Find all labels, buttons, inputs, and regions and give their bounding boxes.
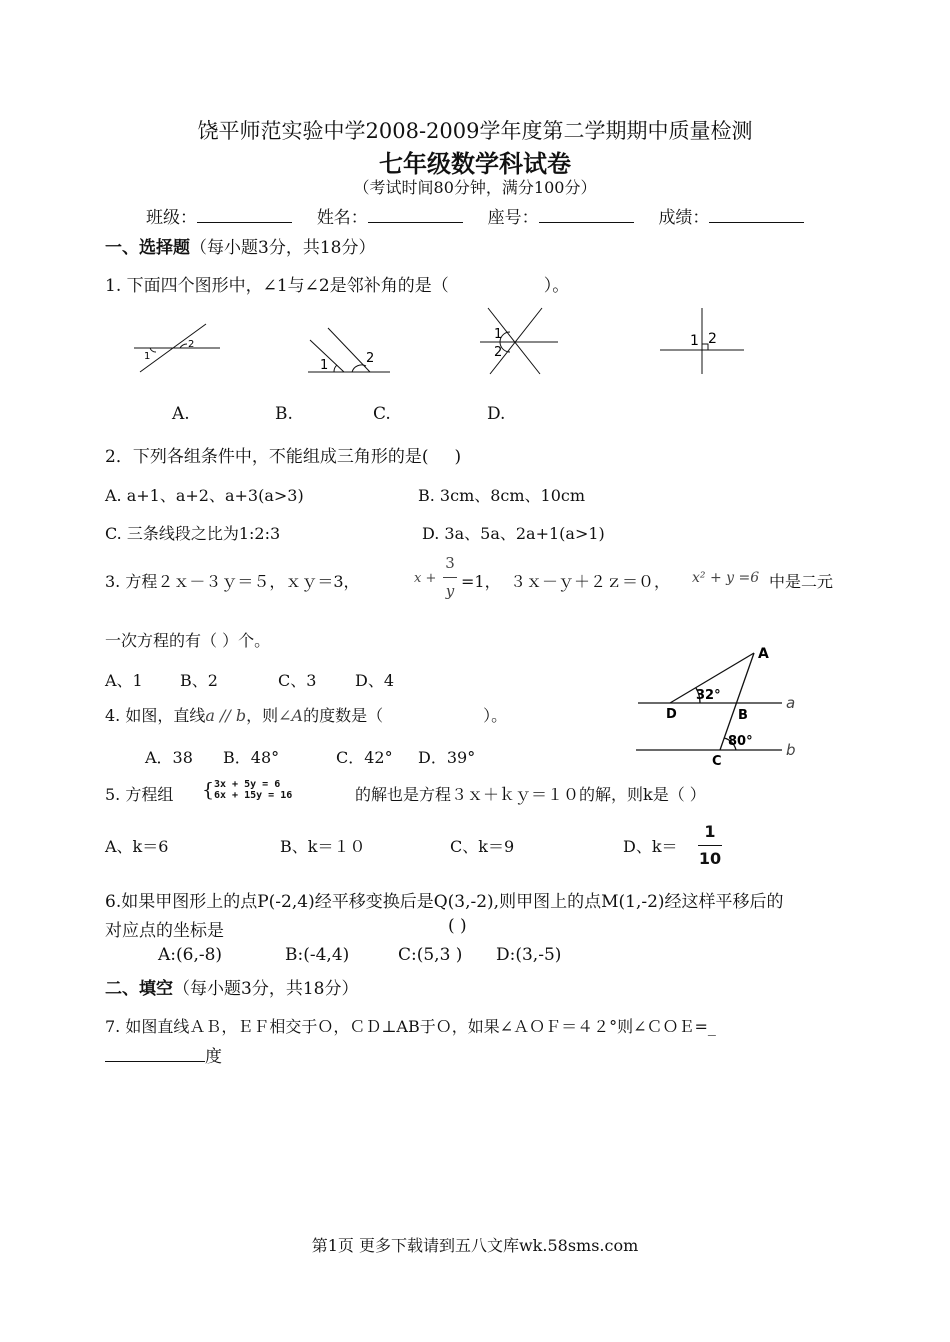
q3-part2: ３ｘ－ｙ＋２ｚ＝０， <box>510 572 671 591</box>
name-label: 姓名： <box>316 208 368 228</box>
section1-title: 一、选择题 <box>105 238 190 258</box>
class-blank[interactable] <box>197 222 292 223</box>
q1-fig-c-label2: 2 <box>494 345 503 360</box>
q1-close: ）。 <box>543 276 570 296</box>
q4-prefix: 4. 如图，直线 <box>105 706 206 725</box>
score-label: 成绩： <box>658 208 710 228</box>
q5-d-num: 1 <box>704 822 716 841</box>
seat-blank[interactable] <box>539 222 634 223</box>
q7-line2 <box>105 1042 222 1067</box>
q4-line-b: b <box>786 741 796 759</box>
q3-part3: 中是二元 <box>769 572 834 591</box>
q6-paren: ( ) <box>448 916 467 936</box>
q1-fig-b-label1: 1 <box>320 358 329 373</box>
seat-label: 座号： <box>487 208 539 228</box>
q3-sq-expr: x² + y =6 <box>692 570 760 586</box>
q4-option-a[interactable]: A．38 <box>145 748 193 767</box>
q5-eq1: 3x + 5y = 6 <box>214 779 281 790</box>
q4-angle-32: 32° <box>696 688 721 703</box>
q4-label-b: B <box>738 708 748 723</box>
q2-option-b[interactable]: B. 3cm、8cm、10cm <box>418 486 586 505</box>
q4-text <box>105 703 507 726</box>
q2-text <box>105 442 461 467</box>
q1-fig-d-label2: 2 <box>708 331 717 347</box>
q4-angle-80: 80° <box>728 734 753 749</box>
q4-label-d: D <box>666 707 677 722</box>
exam-info: （考试时间80分钟，满分100分） <box>353 178 597 197</box>
q7-unit: 度 <box>205 1047 222 1067</box>
section2-note: （每小题3分，共18分） <box>173 979 359 999</box>
q6-option-b[interactable]: B:(-4,4) <box>285 945 350 965</box>
q3-option-c[interactable]: C、3 <box>278 671 317 690</box>
q5-system <box>214 779 292 801</box>
q3-frac-x: x + <box>414 571 437 586</box>
section2-title: 二、填空 <box>105 979 173 999</box>
q1-option-b[interactable]: B. <box>275 404 293 424</box>
q5-suffix: 的解也是方程３ｘ＋ｋｙ＝１０的解，则k是（ ） <box>355 785 706 804</box>
q1-fig-a-label2: 2 <box>188 339 195 350</box>
q3-frac-bar <box>443 577 457 578</box>
page-footer: 第1页 更多下载请到五八文库wk.58sms.com <box>311 1236 639 1255</box>
q5-brace: { <box>202 779 215 801</box>
q5-d-den: 10 <box>698 849 722 868</box>
q1-text <box>105 271 569 296</box>
q4-label-a: A <box>758 646 769 662</box>
q1-stem: 1. 下面四个图形中，∠1与∠2是邻补角的是（ <box>105 276 449 296</box>
q1-option-c[interactable]: C. <box>373 404 391 424</box>
q1-figure-d <box>660 308 744 374</box>
q4-close: ）。 <box>483 706 508 725</box>
q4-label-c: C <box>712 754 722 769</box>
name-blank[interactable] <box>368 222 463 223</box>
q4-mid: ，则 <box>246 706 279 725</box>
q6-line1: 6.如果甲图形上的点P(-2,4)经平移变换后是Q(3,-2),则甲图上的点M(1,-2)经这样平移后的 <box>105 892 784 912</box>
q3-frac-den: y <box>445 582 455 600</box>
q5-option-a[interactable]: A、k＝6 <box>105 837 169 856</box>
q3-line2: 一次方程的有（ ）个。 <box>105 631 271 650</box>
q1-fig-c-label1: 1 <box>494 327 503 342</box>
q2-close: ) <box>454 447 462 467</box>
subject-title: 七年级数学科试卷 <box>379 149 571 178</box>
info-fields <box>146 203 804 228</box>
q5-option-c[interactable]: C、k＝9 <box>450 837 515 856</box>
q4-line-a: a <box>786 694 796 712</box>
q2-stem: 2．下列各组条件中，不能组成三角形的是( <box>105 447 429 467</box>
q7-answer-blank[interactable] <box>105 1061 205 1062</box>
q1-fig-d-label1: 1 <box>690 333 699 349</box>
q4-option-b[interactable]: B．48° <box>223 748 280 767</box>
school-title: 饶平师范实验中学2008-2009学年度第二学期期中质量检测 <box>197 119 753 143</box>
section1-note: （每小题3分，共18分） <box>190 238 376 258</box>
q3-option-d[interactable]: D、4 <box>355 671 395 690</box>
q1-option-a[interactable]: A. <box>172 404 190 424</box>
q3-frac-num: 3 <box>445 554 455 572</box>
q5-option-d[interactable]: D、k＝ <box>623 837 678 856</box>
q7-line1: 7. 如图直线ＡＢ，ＥＦ相交于Ｏ，ＣＤ⊥AB于Ｏ，如果∠ＡＯＦ＝４２°则∠ＣＯＥ=_ <box>105 1017 716 1036</box>
q4-angle: ∠A <box>278 706 304 725</box>
q4-option-c[interactable]: C．42° <box>336 748 393 767</box>
q3-option-b[interactable]: B、2 <box>180 671 218 690</box>
q6-line2: 对应点的坐标是 <box>105 921 224 941</box>
section1-heading <box>105 233 375 258</box>
q1-option-d[interactable]: D. <box>487 404 506 424</box>
q5-prefix: 5. 方程组 <box>105 785 174 804</box>
section2-heading <box>105 974 358 999</box>
q5-d-bar <box>698 845 722 846</box>
score-blank[interactable] <box>709 222 804 223</box>
q6-option-c[interactable]: C:(5,3 ) <box>398 945 463 965</box>
q1-figure-c <box>480 308 558 374</box>
q1-figures <box>120 300 770 385</box>
q1-fig-a-label1: 1 <box>144 351 151 362</box>
q6-option-d[interactable]: D:(3,-5) <box>496 945 562 965</box>
q4-figure <box>630 640 810 770</box>
q1-fig-b-label2: 2 <box>366 351 375 366</box>
q1-figure-a <box>134 324 220 372</box>
q5-eq2: 6x + 15y = 16 <box>214 790 293 801</box>
q3-option-a[interactable]: A、1 <box>105 671 143 690</box>
q2-option-c[interactable]: C. 三条线段之比为1:2:3 <box>105 524 281 543</box>
q2-option-d[interactable]: D. 3a、5a、2a+1(a>1) <box>422 524 605 543</box>
q4-option-d[interactable]: D．39° <box>418 748 476 767</box>
q3-part1: 3. 方程２ｘ－３ｙ＝５，ｘｙ＝3， <box>105 572 360 591</box>
q5-option-b[interactable]: B、k＝１０ <box>280 837 366 856</box>
q6-option-a[interactable]: A:(6,-8) <box>158 945 223 965</box>
q3-frac-eq: =1， <box>461 572 501 591</box>
q2-option-a[interactable]: A. a+1、a+2、a+3(a>3) <box>105 486 304 505</box>
q4-parallel: a // b <box>205 706 247 725</box>
q4-suffix: 的度数是（ <box>303 706 384 725</box>
class-label: 班级： <box>146 208 197 228</box>
